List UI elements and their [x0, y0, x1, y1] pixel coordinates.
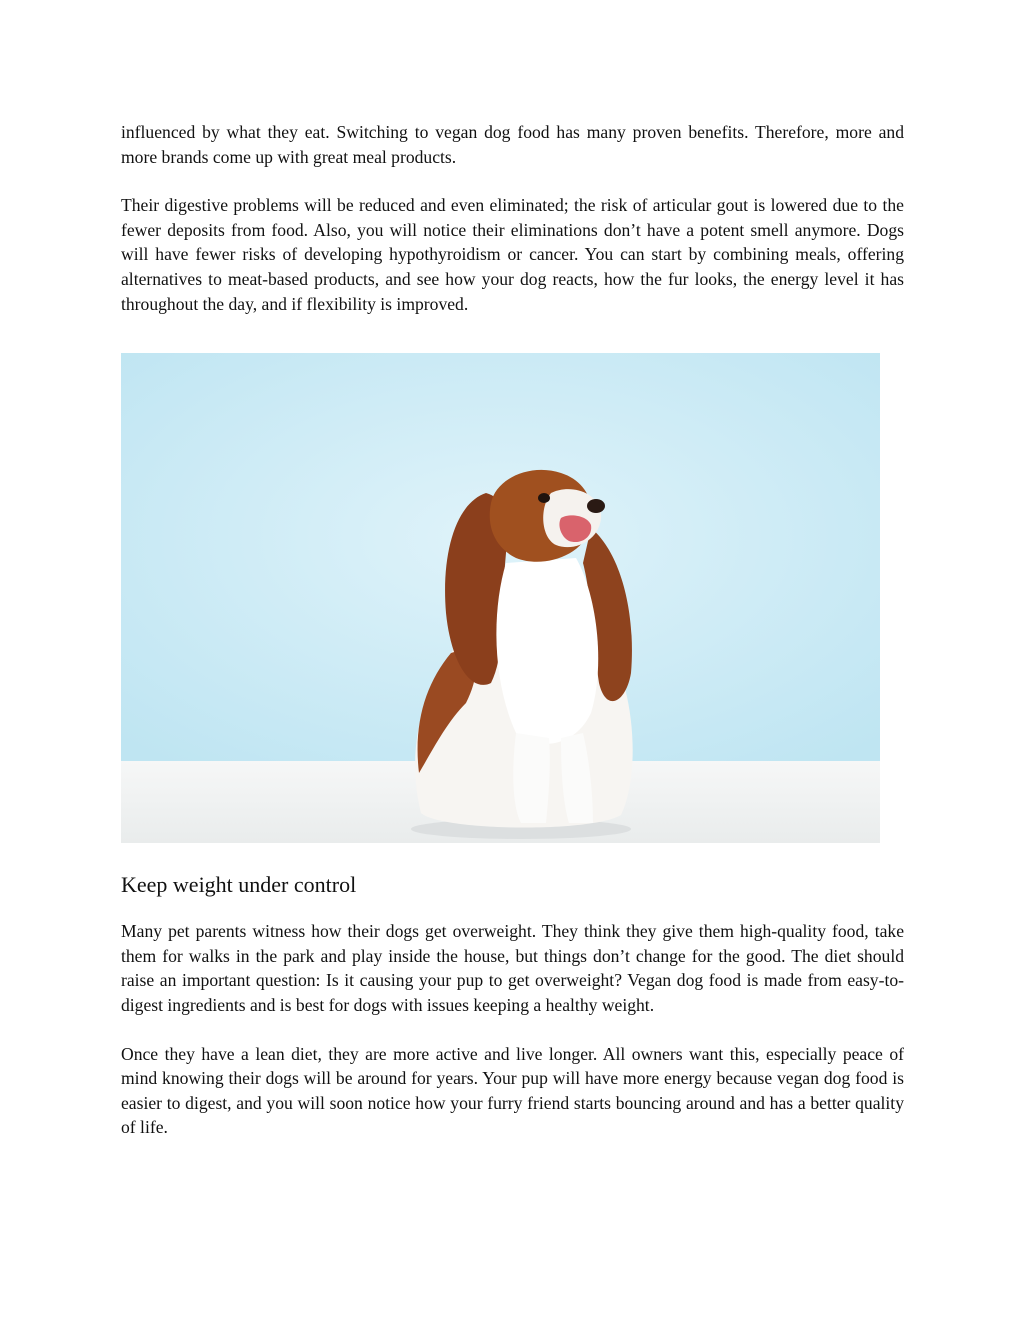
dog-nose	[587, 499, 605, 513]
dog-photo	[121, 353, 880, 843]
body-paragraph: Many pet parents witness how their dogs get overweight. They think they give them high-quality food, take them for walks in the park and play inside the house, but things don’t change for the good. The diet should raise an important question: Is it causing your pup to get overweight? Vegan dog food is made from easy-to-digest ingredients and is best for dogs with issues keeping a healthy weight.	[121, 921, 904, 1015]
body-paragraph: influenced by what they eat. Switching to vegan dog food has many proven benefits. Therefore, more and more brands come up with great meal products.	[121, 122, 904, 167]
section-body	[121, 919, 904, 1140]
body-paragraph: Their digestive problems will be reduced and even eliminated; the risk of articular gout is lowered due to the fewer deposits from food. Also, you will notice their eliminations don’t have a potent smell anymore. Dogs will have fewer risks of developing hypothyroidism or cancer. You can start by combining meals, offering alternatives to meat-based products, and see how your dog reacts, how the fur looks, the energy level it has throughout the day, and if flexibility is improved.	[121, 195, 904, 314]
document-page	[121, 120, 904, 1140]
dog-illustration	[121, 353, 880, 843]
dog-chest	[496, 558, 598, 744]
section-heading: Keep weight under control	[121, 872, 357, 898]
dog-eye	[538, 493, 550, 503]
body-paragraph: Once they have a lean diet, they are more active and live longer. All owners want this, especially peace of mind knowing their dogs will be around for years. Your pup will have more energy because vegan dog food is easier to digest, and you will soon notice how your furry friend starts bouncing around and has a better quality of life.	[121, 1043, 904, 1138]
